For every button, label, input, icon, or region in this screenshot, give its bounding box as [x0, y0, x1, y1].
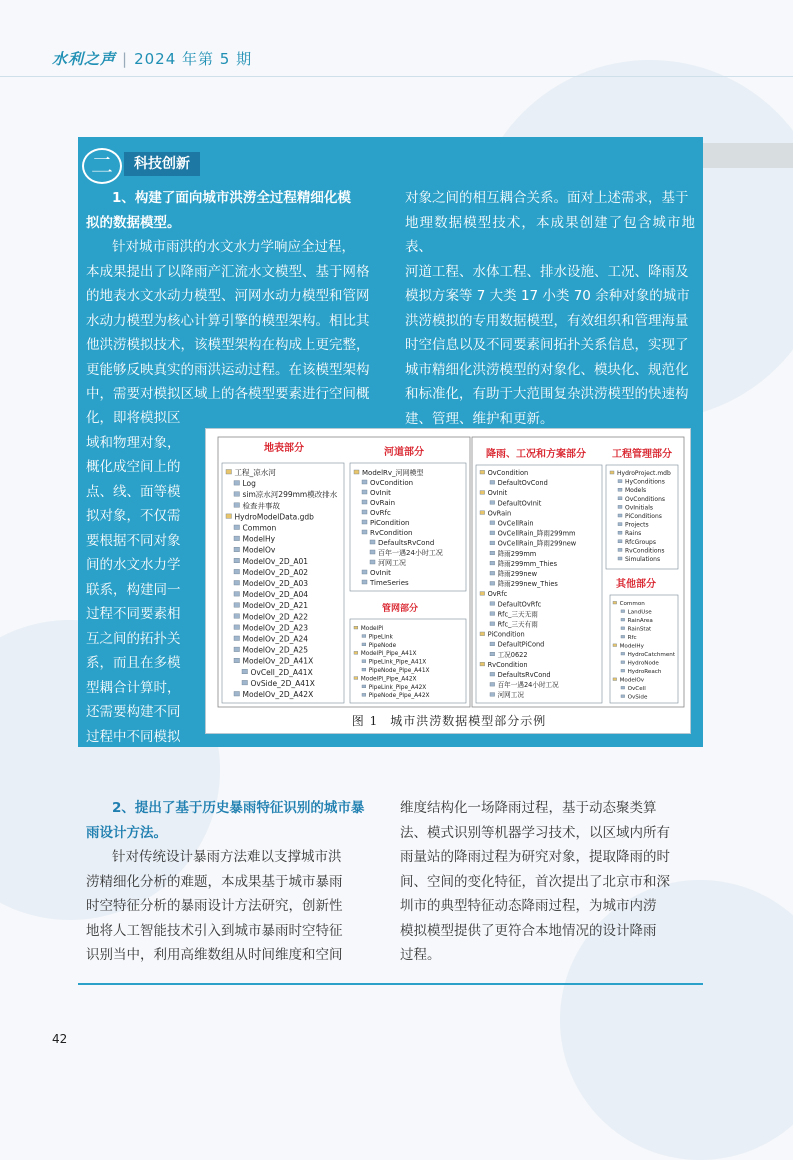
tree-node-icon	[621, 652, 625, 655]
tree-node-icon	[242, 669, 248, 674]
text-line: 洪涝模拟的专用数据模型，有效组织和管理海量	[405, 312, 689, 329]
tree-node-label: RvCondition	[487, 660, 528, 669]
tree-node-label: DefaultsRvCond	[497, 671, 551, 679]
text-line: 的地表水文水动力模型、河网水动力模型和管网	[86, 288, 370, 304]
tree-node-icon	[480, 592, 485, 596]
text-line: 时空信息以及不同要素间拓扑关系信息，实现了	[405, 337, 689, 353]
tree-node-label: 降雨299new	[497, 570, 538, 578]
tree-node-icon	[362, 490, 367, 494]
tree-node-label: RvCondition	[370, 529, 413, 537]
label-rain: 降雨、工况和方案部分	[486, 449, 586, 460]
tree-node-label: ModelOv_2D_A42X	[242, 690, 314, 699]
figure-caption	[206, 712, 692, 729]
text-line: 城市精细化洪涝模型的对象化、模块化、规范化	[405, 361, 689, 378]
tree-node-label: RfcGroups	[625, 538, 656, 546]
tree-node-label: 河网工况	[497, 691, 524, 700]
tree-node-icon	[234, 492, 240, 497]
text-line: 概化成空间上的	[86, 459, 181, 475]
tree-node-icon	[490, 683, 495, 687]
tree-node-icon	[621, 669, 625, 672]
tree-node-icon	[613, 678, 617, 681]
tree-node-label: HydroCatchment	[627, 652, 676, 658]
tree-node-icon	[610, 471, 614, 474]
label-other: 其他部分	[616, 579, 656, 590]
text-line: 化，即将模拟区	[86, 410, 181, 426]
tree-node-icon	[490, 481, 495, 485]
tree-node-icon	[234, 536, 240, 541]
tree-node-label: OvCell_2D_A41X	[250, 667, 313, 677]
tree-node-label: PipeLink_Pipe_A41X	[368, 659, 427, 666]
tree-node-label: Models	[625, 487, 647, 495]
tree-node-icon	[370, 550, 375, 554]
tree-node-icon	[362, 520, 367, 524]
tree-node-label: OvConditions	[625, 495, 666, 503]
tree-node-label: ModelHy	[242, 534, 276, 544]
tree-node-label: 百年一遇24小时工况	[378, 549, 443, 557]
text-line: 河道工程、水体工程、排水设施、工况、降雨及	[405, 263, 689, 280]
label-surface: 地表部分	[264, 443, 304, 454]
text-line: 还需要构建不同	[86, 704, 181, 720]
tree-node-icon	[490, 551, 495, 555]
tree-node-icon	[234, 692, 240, 697]
tree-node-label: Rfc_三天有雨	[497, 620, 538, 629]
tree-node-icon	[362, 480, 367, 484]
tree-node-icon	[621, 695, 625, 698]
tree-node-label: OvCellRain_降雨299new	[497, 539, 577, 548]
tree-node-label: OvInit	[370, 489, 391, 497]
tree-node-icon	[621, 635, 625, 638]
tree-node-label: Projects	[625, 521, 649, 529]
tree-node-label: OvRain	[370, 499, 396, 507]
tree-node-label: PiConditions	[625, 513, 662, 520]
tree-node-label: HydroNode	[627, 660, 659, 667]
text-line: 他洪涝模拟技术，该模型架构在构成上更完整，	[86, 337, 370, 353]
tree-node-label: ModelPi	[360, 626, 384, 632]
tree-node-label: OvInit	[370, 569, 391, 577]
tree-node-icon	[480, 662, 485, 666]
text-line: 法、模式识别等机器学习技术，以区域内所有	[400, 824, 670, 841]
text-line: 维度结构化一场降雨过程，基于动态聚类算	[400, 800, 657, 816]
tree-node-icon	[354, 626, 358, 629]
header-divider	[0, 76, 793, 77]
tree-node-label: OvInitials	[625, 504, 654, 512]
tree-node-label: ModelOv_2D_A21	[242, 601, 309, 611]
tree-node-label: OvSide_2D_A41X	[250, 678, 315, 688]
tree-node-icon	[490, 521, 495, 525]
tree-node-label: DefaultPiCond	[497, 640, 545, 649]
tree-node-icon	[490, 541, 495, 545]
decorative-band	[703, 143, 793, 168]
text-line: 和标准化，有助于大范围复杂洪涝模型的快速构	[405, 386, 689, 402]
tree-node-label: ModelOv_2D_A41X	[242, 656, 314, 666]
tree-node-icon	[490, 652, 495, 656]
text-line: 模拟方案等 7 大类 17 小类 70 余种对象的城市	[405, 288, 690, 304]
tree-node-label: HydroReach	[627, 669, 662, 675]
text-line: 涝精细化分析的难题，本成果基于城市暴雨	[86, 873, 343, 890]
text-line: 建、管理、维护和更新。	[405, 410, 554, 427]
tree-node-label: TimeSeries	[370, 579, 409, 587]
tree-node-icon	[234, 569, 240, 574]
tree-node-icon	[242, 680, 248, 685]
tree-node-icon	[480, 632, 485, 636]
tree-node-label: HydroModelData.gdb	[234, 512, 314, 522]
tree-node-label: OvCondition	[487, 469, 529, 477]
data-model-diagram	[206, 429, 692, 713]
tree-node-label: 工况0622	[497, 650, 528, 659]
tree-node-icon	[490, 501, 495, 505]
tree-node-label: PipeNode	[368, 642, 397, 649]
tree-node-label: RainStat	[627, 626, 652, 633]
tree-node-label: OvCell	[627, 686, 646, 692]
figure-1	[205, 428, 691, 734]
tree-node-label: 降雨299new_Thies	[497, 580, 558, 589]
page-number: 42	[52, 1032, 68, 1046]
tree-node-icon	[618, 505, 622, 508]
section-number: 二	[82, 148, 122, 184]
tree-node-label: ModelOv_2D_A23	[242, 623, 309, 633]
tree-node-icon	[362, 530, 367, 534]
tree-node-icon	[621, 627, 625, 630]
tree-node-icon	[234, 625, 240, 630]
text-line: 圳市的典型特征动态降雨过程，为城市内涝	[400, 898, 657, 914]
running-header	[52, 48, 252, 69]
tree-node-icon	[354, 651, 358, 654]
tree-node-label: PipeNode_Pipe_A41X	[368, 668, 430, 674]
tree-node-label: Rfc_三天无雨	[497, 610, 538, 619]
tree-node-icon	[234, 558, 240, 563]
tree-node-icon	[226, 514, 232, 519]
tree-node-label: ModelOv_2D_A24	[242, 634, 309, 644]
tree-node-icon	[490, 531, 495, 535]
tree-node-label: HyConditions	[625, 478, 665, 486]
label-manage: 工程管理部分	[612, 449, 672, 460]
tree-node-icon	[362, 580, 367, 584]
tree-node-label: DefaultOvInit	[497, 499, 542, 508]
text-line: 型耦合计算时，	[86, 679, 181, 696]
tree-node-label: 降雨299mm_Thies	[497, 559, 558, 568]
text-line: 互之间的拓扑关	[86, 630, 181, 647]
tree-node-icon	[621, 610, 625, 613]
tree-node-label: PiCondition	[487, 630, 525, 639]
tree-node-icon	[362, 570, 367, 574]
tree-node-icon	[234, 481, 240, 486]
tree-node-icon	[354, 470, 359, 474]
tree-node-label: ModelRv_河网模型	[362, 469, 424, 477]
tree-node-icon	[354, 677, 358, 680]
tree-node-label: ModelOv	[242, 545, 276, 555]
tree-node-icon	[362, 660, 366, 663]
tree-node-label: OvCondition	[370, 479, 414, 487]
tree-node-label: Rfc	[627, 635, 637, 641]
text-line: 中，需要对模拟区域上的各模型要素进行空间概	[86, 386, 370, 402]
magazine-name: 水利之声	[52, 50, 117, 68]
text-line: 水动力模型为核心计算引擎的模型架构。相比其	[86, 312, 370, 329]
tree-node-icon	[480, 511, 485, 515]
tree-node-label: ModelHy	[619, 643, 644, 650]
tree-node-label: PipeLink	[368, 634, 393, 641]
tree-node-label: ModelPi_Pipe_A41X	[360, 651, 417, 658]
part2-heading-line1: 2、提出了基于历史暴雨特征识别的城市暴	[112, 800, 365, 816]
tree-node-label: sim凉水河299mm模改排水	[242, 490, 338, 500]
label-pipe: 管网部分	[382, 604, 419, 614]
tree-node-icon	[362, 500, 367, 504]
tree-node-icon	[234, 636, 240, 641]
tree-node-icon	[362, 510, 367, 514]
part2-left-column	[86, 796, 378, 968]
text-line: 过程不同要素相	[86, 606, 181, 622]
tree-node-label: DefaultOvCond	[497, 479, 548, 488]
text-line: 要根据不同对象	[86, 532, 181, 549]
text-line: 过程中不同模拟	[86, 728, 181, 745]
tree-node-label: DefaultOvRfc	[497, 600, 542, 609]
tree-node-icon	[490, 561, 495, 565]
tree-node-icon	[362, 668, 366, 671]
part1-body-left	[86, 235, 384, 407]
tree-node-label: OvRfc	[370, 509, 391, 517]
issue-label: 2024 年第 5 期	[134, 50, 253, 68]
text-line: 地将人工智能技术引入到城市暴雨时空特征	[86, 922, 343, 939]
header-separator: |	[122, 50, 129, 68]
tree-node-label: 降雨299mm	[497, 549, 537, 558]
tree-node-icon	[234, 581, 240, 586]
text-line: 识别当中，利用高维数组从时间维度和空间	[86, 947, 343, 963]
part1-body-narrow	[86, 406, 196, 749]
text-line: 过程。	[400, 947, 441, 963]
tree-node-icon	[490, 582, 495, 586]
tree-node-icon	[480, 470, 485, 474]
tree-node-icon	[490, 571, 495, 575]
tree-node-label: 百年一遇24小时工况	[497, 681, 559, 690]
part2-heading-line2: 雨设计方法。	[86, 824, 167, 841]
tree-node-icon	[490, 602, 495, 606]
tree-node-icon	[618, 514, 622, 517]
tree-node-icon	[618, 480, 622, 483]
tree-node-icon	[490, 642, 495, 646]
section-title: 科技创新	[124, 152, 200, 176]
tree-node-icon	[618, 523, 622, 526]
tree-node-label: PiCondition	[370, 519, 410, 527]
tree-node-label: DefaultsRvCond	[378, 539, 435, 547]
tree-node-icon	[370, 560, 375, 564]
tree-node-label: OvCellRain_降雨299mm	[497, 529, 576, 538]
tree-node-icon	[618, 531, 622, 534]
tree-node-icon	[621, 686, 625, 689]
tree-node-icon	[621, 661, 625, 664]
tree-node-icon	[618, 557, 622, 560]
tree-node-icon	[490, 693, 495, 697]
caption-number: 图 1	[351, 714, 379, 728]
part2-body-left	[86, 845, 378, 968]
tree-node-label: OvSide	[627, 694, 648, 701]
tree-node-label: RainArea	[627, 618, 653, 624]
tree-node-icon	[362, 685, 366, 688]
tree-node-icon	[613, 601, 617, 604]
tree-node-icon	[234, 614, 240, 619]
tree-node-icon	[370, 540, 375, 544]
tree-node-icon	[234, 547, 240, 552]
tree-node-label: ModelOv_2D_A22	[242, 612, 309, 622]
tree-node-label: 工程_凉水河	[234, 468, 276, 477]
tree-node-label: HydroProject.mdb	[617, 470, 671, 477]
text-line: 拟对象，不仅需	[86, 508, 181, 524]
section-bottom-rule	[78, 983, 703, 985]
tree-node-icon	[618, 540, 622, 543]
tree-node-label: Simulations	[625, 556, 661, 563]
tree-node-label: 检查井事故	[242, 501, 280, 511]
part1-heading-line2: 拟的数据模型。	[86, 214, 181, 231]
tree-node-label: OvRain	[487, 509, 512, 518]
text-line: 更能够反映真实的雨洪运动过程。在该模型架构	[86, 361, 370, 378]
tree-node-label: RvConditions	[625, 547, 665, 555]
text-line: 地理数据模型技术，本成果创建了包含城市地表、	[405, 214, 695, 255]
tree-node-icon	[618, 488, 622, 491]
tree-node-label: PipeNode_Pipe_A42X	[368, 693, 430, 700]
tree-node-label: ModelOv_2D_A04	[242, 590, 309, 600]
tree-node-label: LandUse	[627, 609, 652, 616]
tree-node-label: PipeLink_Pipe_A42X	[368, 684, 427, 691]
tree-node-label: ModelOv_2D_A01	[242, 556, 309, 566]
tree-node-label: Common	[242, 523, 277, 533]
tree-node-icon	[490, 672, 495, 676]
tree-node-label: 河网工况	[378, 559, 406, 567]
tree-node-icon	[234, 603, 240, 608]
text-line: 模拟模型提供了更符合本地情况的设计降雨	[400, 922, 657, 939]
tree-node-icon	[362, 643, 366, 646]
tree-node-icon	[362, 693, 366, 696]
text-line: 雨量站的降雨过程为研究对象，提取降雨的时	[400, 849, 670, 865]
text-line: 针对城市雨洪的水文水力学响应全过程，	[112, 239, 355, 255]
text-line: 联系，构建同一	[86, 581, 181, 598]
tree-node-icon	[234, 592, 240, 597]
tree-node-icon	[618, 548, 622, 551]
tree-node-label: ModelOv_2D_A25	[242, 645, 309, 655]
tree-node-icon	[490, 622, 495, 626]
part1-body-right	[405, 186, 695, 431]
tree-node-label: OvCellRain	[497, 519, 534, 528]
tree-node-label: Rains	[625, 530, 642, 538]
label-river: 河道部分	[384, 447, 424, 458]
part1-heading-line1: 1、构建了面向城市洪涝全过程精细化模	[112, 190, 351, 206]
tree-node-label: ModelOv_2D_A02	[242, 567, 309, 577]
tree-node-label: ModelOv	[619, 677, 645, 684]
tree-node-label: ModelOv_2D_A03	[242, 579, 309, 588]
text-line: 对象之间的相互耦合关系。面对上述需求，基于	[405, 190, 689, 206]
tree-node-icon	[234, 647, 240, 652]
tree-node-label: OvRfc	[487, 590, 508, 599]
text-line: 本成果提出了以降雨产汇流水文模型、基于网格	[86, 263, 370, 280]
tree-node-label: ModelPi_Pipe_A42X	[360, 676, 417, 683]
tree-node-icon	[234, 525, 240, 530]
tree-node-icon	[618, 497, 622, 500]
tree-node-icon	[480, 491, 485, 495]
tree-node-icon	[613, 644, 617, 647]
text-line: 间的水文水力学	[86, 557, 181, 573]
tree-node-label: OvInit	[487, 489, 508, 498]
text-line: 针对传统设计暴雨方法难以支撑城市洪	[112, 849, 342, 865]
tree-node-icon	[490, 612, 495, 616]
text-line: 系，而且在多模	[86, 655, 181, 671]
tree-node-icon	[234, 658, 240, 663]
text-line: 域和物理对象，	[86, 434, 181, 451]
tree-node-icon	[621, 618, 625, 621]
part1-left-column	[86, 186, 384, 407]
part2-body-right	[400, 796, 696, 968]
text-line: 点、线、面等模	[86, 483, 181, 500]
text-line: 间、空间的变化特征，首次提出了北京市和深	[400, 873, 670, 890]
caption-text: 城市洪涝数据模型部分示例	[390, 714, 547, 728]
tree-node-icon	[226, 470, 232, 475]
tree-node-label: Common	[619, 601, 645, 607]
tree-node-icon	[362, 635, 366, 638]
tree-node-icon	[234, 503, 240, 508]
text-line: 时空特征分析的暴雨设计方法研究，创新性	[86, 898, 343, 914]
tree-node-label: Log	[242, 479, 256, 489]
